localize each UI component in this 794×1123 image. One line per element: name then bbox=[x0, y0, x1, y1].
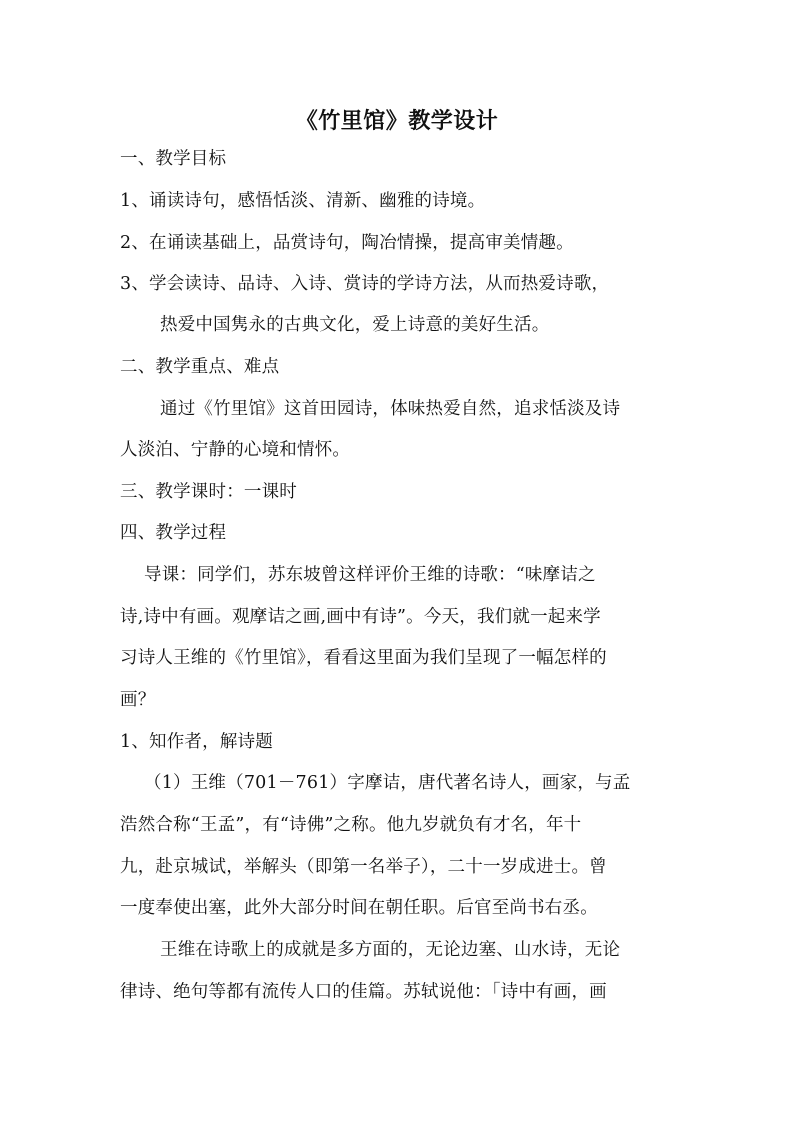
intro-paragraph-line-4: 画？ bbox=[120, 690, 156, 710]
objective-3-continued: 热爱中国隽永的古典文化，爱上诗意的美好生活。 bbox=[160, 315, 550, 335]
section-heading-class-hours: 三、教学课时：一课时 bbox=[120, 482, 297, 502]
objective-1: 1、诵读诗句，感悟恬淡、清新、幽雅的诗境。 bbox=[120, 191, 486, 211]
author-paragraph-line-2: 浩然合称“王孟”，有“诗佛”之称。他九岁就负有才名，年十 bbox=[120, 815, 582, 835]
achievement-paragraph-line-1: 王维在诗歌上的成就是多方面的，无论边塞、山水诗，无论 bbox=[160, 940, 621, 960]
achievement-paragraph-line-2: 律诗、绝句等都有流传人口的佳篇。苏轼说他：「诗中有画，画 bbox=[120, 982, 607, 1002]
section-heading-objectives: 一、教学目标 bbox=[120, 149, 227, 169]
key-points-paragraph-continued: 人淡泊、宁静的心境和情怀。 bbox=[120, 440, 351, 460]
document-title: 《竹里馆》教学设计 bbox=[295, 108, 499, 134]
objective-2: 2、在诵读基础上，品赏诗句，陶冶情操，提高审美情趣。 bbox=[120, 233, 574, 253]
section-heading-key-points: 二、教学重点、难点 bbox=[120, 357, 280, 377]
intro-paragraph-line-1: 导课：同学们，苏东坡曾这样评价王维的诗歌：“味摩诘之 bbox=[144, 565, 596, 585]
objective-3: 3、学会读诗、品诗、入诗、赏诗的学诗方法，从而热爱诗歌， bbox=[120, 274, 610, 294]
intro-paragraph-line-2: 诗,诗中有画。观摩诘之画,画中有诗”。今天，我们就一起来学 bbox=[120, 607, 601, 627]
key-points-paragraph: 通过《竹里馆》这首田园诗，体味热爱自然，追求恬淡及诗 bbox=[160, 399, 621, 419]
author-paragraph-line-3: 九，赴京城试，举解头（即第一名举子），二十一岁成进士。曾 bbox=[120, 857, 607, 877]
subheading-author: 1、知作者，解诗题 bbox=[120, 732, 273, 752]
author-paragraph-line-1: （1）王维（701－761）字摩诘，唐代著名诗人，画家，与孟 bbox=[144, 773, 631, 793]
intro-paragraph-line-3: 习诗人王维的《竹里馆》，看看这里面为我们呈现了一幅怎样的 bbox=[120, 648, 607, 668]
author-paragraph-line-4: 一度奉使出塞，此外大部分时间在朝任职。后官至尚书右丞。 bbox=[120, 898, 598, 918]
section-heading-process: 四、教学过程 bbox=[120, 523, 227, 543]
